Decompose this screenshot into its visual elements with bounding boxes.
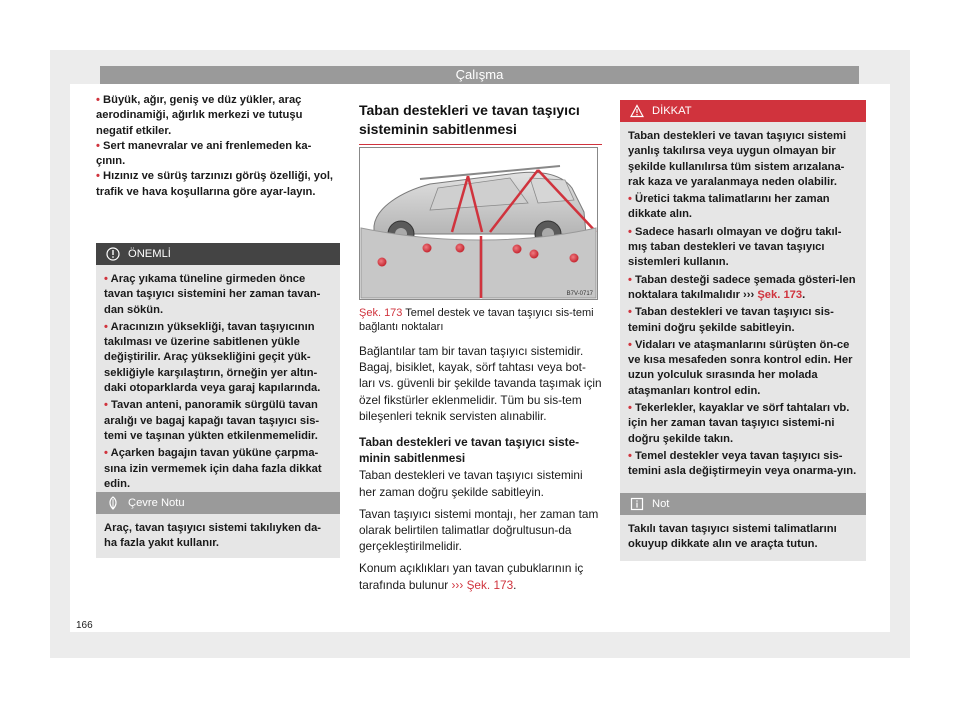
figure-code: B7V-0717 [566, 291, 593, 297]
dikkat-bullet-6: • Tekerlekler, kayaklar ve sörf tahtaları vb. için her zaman tavan taşıyıcı sistemi-ni doğru şekilde takın. [628, 401, 858, 447]
dikkat-figure-ref-link[interactable]: Şek. 173 [757, 288, 803, 301]
attachment-point-4 [513, 245, 522, 254]
attachment-point-5 [530, 250, 539, 259]
onemli-header [96, 243, 340, 265]
cevre-header [96, 492, 340, 514]
page-sheet [70, 84, 890, 632]
intro-bullet-3: • Hızınız ve sürüş tarzınızı görüş özelliği, yol, trafik ve hava koşullarına göre ayar-layın. [96, 169, 340, 200]
info-circle-icon [106, 247, 120, 261]
dikkat-bullet-3 [628, 273, 858, 304]
cevre-text: Araç, tavan taşıyıcı sistemi takılıyken da-ha fazla yakıt kullanır. [104, 522, 322, 550]
onemli-bullet-3: • Tavan anteni, panoramik sürgülü tavan aralığı ve bagaj kapağı tavan taşıyıcı sis-temi ve taşınan yükten etkilenmemelidir. [104, 398, 332, 444]
dikkat-bullet-4: • Taban destekleri ve tavan taşıyıcı sis-temini doğru şekilde sabitleyin. [628, 305, 858, 336]
dikkat-intro: Taban destekleri ve tavan taşıyıcı sistemi yanlış takılırsa veya uygun olmayan bir şekilde kullanılırsa tüm sistem arızalana-rak kaza ve yaralanmaya neden olabilir. [628, 130, 847, 188]
not-text: Takılı tavan taşıyıcı sistemi talimatlarını okuyup dikkate alın ve araçta tutun. [628, 523, 837, 551]
attachment-point-3 [456, 244, 465, 253]
paragraph-2: Taban destekleri ve tavan taşıyıcı sistemini her zaman doğru şekilde sabitleyin. [359, 468, 583, 499]
info-square-icon [630, 497, 644, 511]
onemli-bullet-1: • Araç yıkama tüneline girmeden önce tavan taşıyıcı sistemini her zaman tavan-dan sökün. [104, 272, 332, 318]
section-title: Taban destekleri ve tavan taşıyıcı sisteminin sabitlenmesi [359, 102, 580, 137]
onemli-bullet-4: • Açarken bagajın tavan yüküne çarpma-sına izin vermemek için daha fazla dikkat edin. [104, 446, 332, 492]
onemli-title: ÖNEMLİ [128, 248, 171, 260]
caption-text: Temel destek ve tavan taşıyıcı sis-temi bağlantı noktaları [359, 307, 594, 333]
dikkat-bullet-3-end: . [802, 288, 806, 301]
caption-label: Şek. 173 [359, 307, 403, 319]
dikkat-box [620, 100, 866, 493]
dikkat-title: DİKKAT [652, 105, 692, 117]
dikkat-bullet-5: • Vidaları ve ataşmanlarını sürüşten ön-ce ve kısa mesafeden sonra kontrol edin. Her uzun yolculuk sırasında her molada ataşmanları kontrol edin. [628, 338, 858, 399]
attachment-point-2 [423, 244, 432, 253]
paragraph-4-arrow: ››› [451, 577, 464, 592]
paragraph-1: Bağlantılar tam bir tavan taşıyıcı sistemidir. Bagaj, bisiklet, kayak, sörf tahtası veya bot-ları vs. güvenli bir şekilde tavanda taşımak için özel fikstürler eklenmelidir. Tüm bu sis-tem bileşenleri teknik servisten alınabilir. [359, 344, 602, 423]
paragraph-4 [359, 560, 602, 592]
page-number: 166 [76, 620, 93, 631]
cevre-title: Çevre Notu [128, 497, 185, 509]
cevre-body [96, 514, 340, 558]
car-roof-illustration [360, 148, 597, 299]
onemli-bullet-2: • Aracınızın yüksekliği, tavan taşıyıcının takılması ve üzerine sabitlenen yükle değiştirilir. Araç yüksekliğini geçit yük-sekliğiyle karşılaştırın, örneğin yer altın-daki otoparklarda veya garaj kapılarında. [104, 320, 332, 396]
attachment-point-1 [378, 258, 387, 267]
not-title: Not [652, 498, 670, 510]
intro-bullet-2: • Sert manevralar ve ani frenlemeden ka-çının. [96, 139, 340, 170]
not-box [620, 493, 866, 561]
intro-bullet-1: • Büyük, ağır, geniş ve düz yükler, araç aerodinamiği, ağırlık merkezi ve tutuşu negatif etkiler. [96, 93, 340, 139]
dikkat-bullet-3-arrow: ››› [743, 288, 755, 301]
not-body [620, 515, 866, 561]
page-header: Çalışma [100, 66, 859, 84]
dikkat-bullet-1: • Üretici takma talimatlarını her zaman dikkate alın. [628, 192, 858, 223]
dikkat-bullet-2: • Sadece hasarlı olmayan ve doğru takıl-mış taban destekleri ve tavan taşıyıcı sistemleri kullanın. [628, 225, 858, 271]
cevre-box [96, 492, 340, 558]
warning-triangle-icon [630, 104, 644, 118]
not-header [620, 493, 866, 515]
leaf-icon [106, 496, 120, 510]
onemli-box [96, 243, 340, 494]
dikkat-bullet-3-text: Taban desteği sadece şemada gösteri-len noktalara takılmalıdır [628, 273, 856, 301]
figure-caption [359, 306, 602, 334]
roof-figure [359, 147, 598, 300]
dikkat-header [620, 100, 866, 122]
dikkat-body [620, 122, 866, 493]
title-rule [359, 144, 602, 145]
subsection-title: Taban destekleri ve tavan taşıyıcı siste-minin sabitlenmesi [359, 435, 580, 466]
paragraph-4-end: . [513, 577, 517, 592]
figure-ref-link[interactable]: Şek. 173 [466, 577, 514, 592]
paragraph-4-text: Konum açıklıkları yan tavan çubuklarının iç tarafında bulunur [359, 561, 584, 592]
attachment-point-6 [570, 254, 579, 263]
paragraph-3: Tavan taşıyıcı sistemi montajı, her zaman tam olarak belirtilen talimatlar doğrultusun-da gerçekleştirilmelidir. [359, 506, 599, 554]
dikkat-bullet-7: • Temel destekler veya tavan taşıyıcı sis-temini asla değiştirmeyin veya onarma-yın. [628, 449, 858, 480]
onemli-body [96, 265, 340, 494]
